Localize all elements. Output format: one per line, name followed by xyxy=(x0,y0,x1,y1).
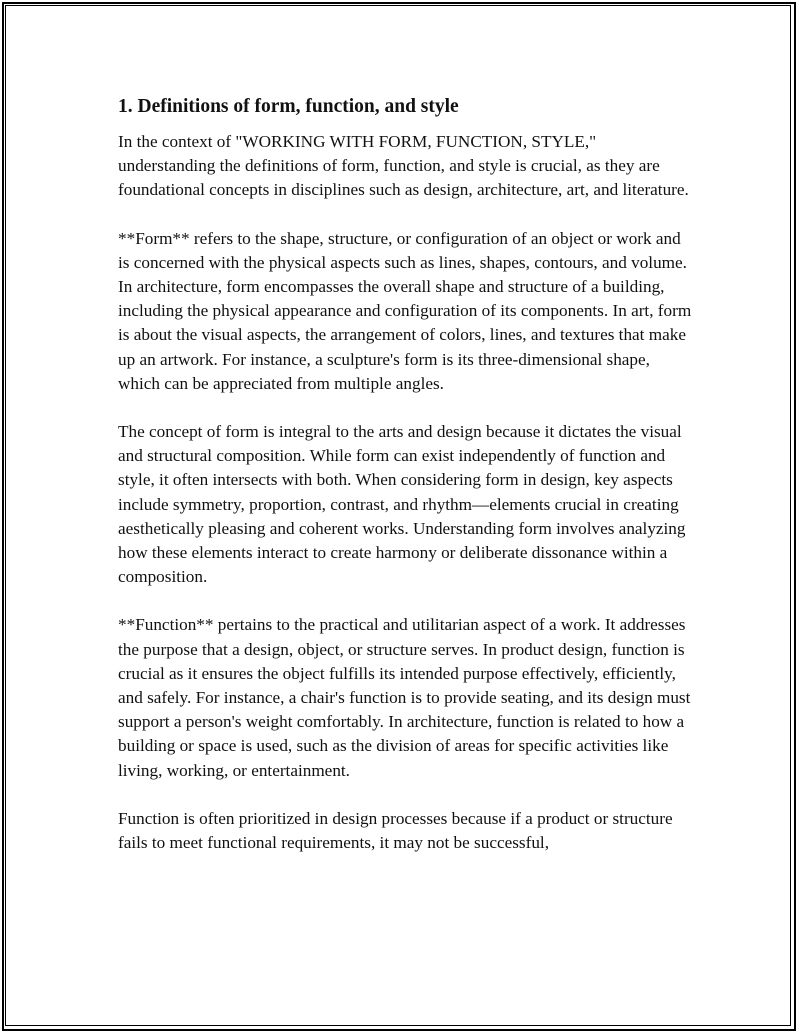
paragraph-function-priority: Function is often prioritized in design processes because if a product or structure fails to meet functional requirements, it may not be successful, xyxy=(118,808,673,853)
section-heading: 1. Definitions of form, function, and style xyxy=(118,96,459,117)
paragraph-intro: In the context of "WORKING WITH FORM, FUNCTION, STYLE," understanding the definitions of form, function, and style is crucial, as they are foundational concepts in disciplines such as design, architecture, art, and literature. xyxy=(118,132,689,200)
document-body xyxy=(118,93,693,879)
paragraph-form-definition: **Form** refers to the shape, structure, or configuration of an object or work and is concerned with the physical aspects such as lines, shapes, contours, and volume. In architecture, form encompasses the overall shape and structure of a building, including the physical appearance and configuration of its components. In art, form is about the visual aspects, the arrangement of colors, lines, and textures that make up an artwork. For instance, a sculpture's form is its three-dimensional shape, which can be appreciated from multiple angles. xyxy=(118,228,692,393)
paragraph-function-definition: **Function** pertains to the practical and utilitarian aspect of a work. It addresses the purpose that a design, object, or structure serves. In product design, function is crucial as it ensures the object fulfills its intended purpose effectively, efficiently, and safely. For instance, a chair's function is to provide seating, and its design must support a person's weight comfortably. In architecture, function is related to how a building or space is used, such as the division of areas for specific activities like living, working, or entertainment. xyxy=(118,615,691,780)
paragraph-form-concept: The concept of form is integral to the arts and design because it dictates the visual and structural composition. While form can exist independently of function and style, it often intersects with both. When considering form in design, key aspects include symmetry, proportion, contrast, and rhythm—elements crucial in creating aesthetically pleasing and coherent works. Understanding form involves analyzing how these elements interact to create harmony or deliberate dissonance within a composition. xyxy=(118,422,686,587)
